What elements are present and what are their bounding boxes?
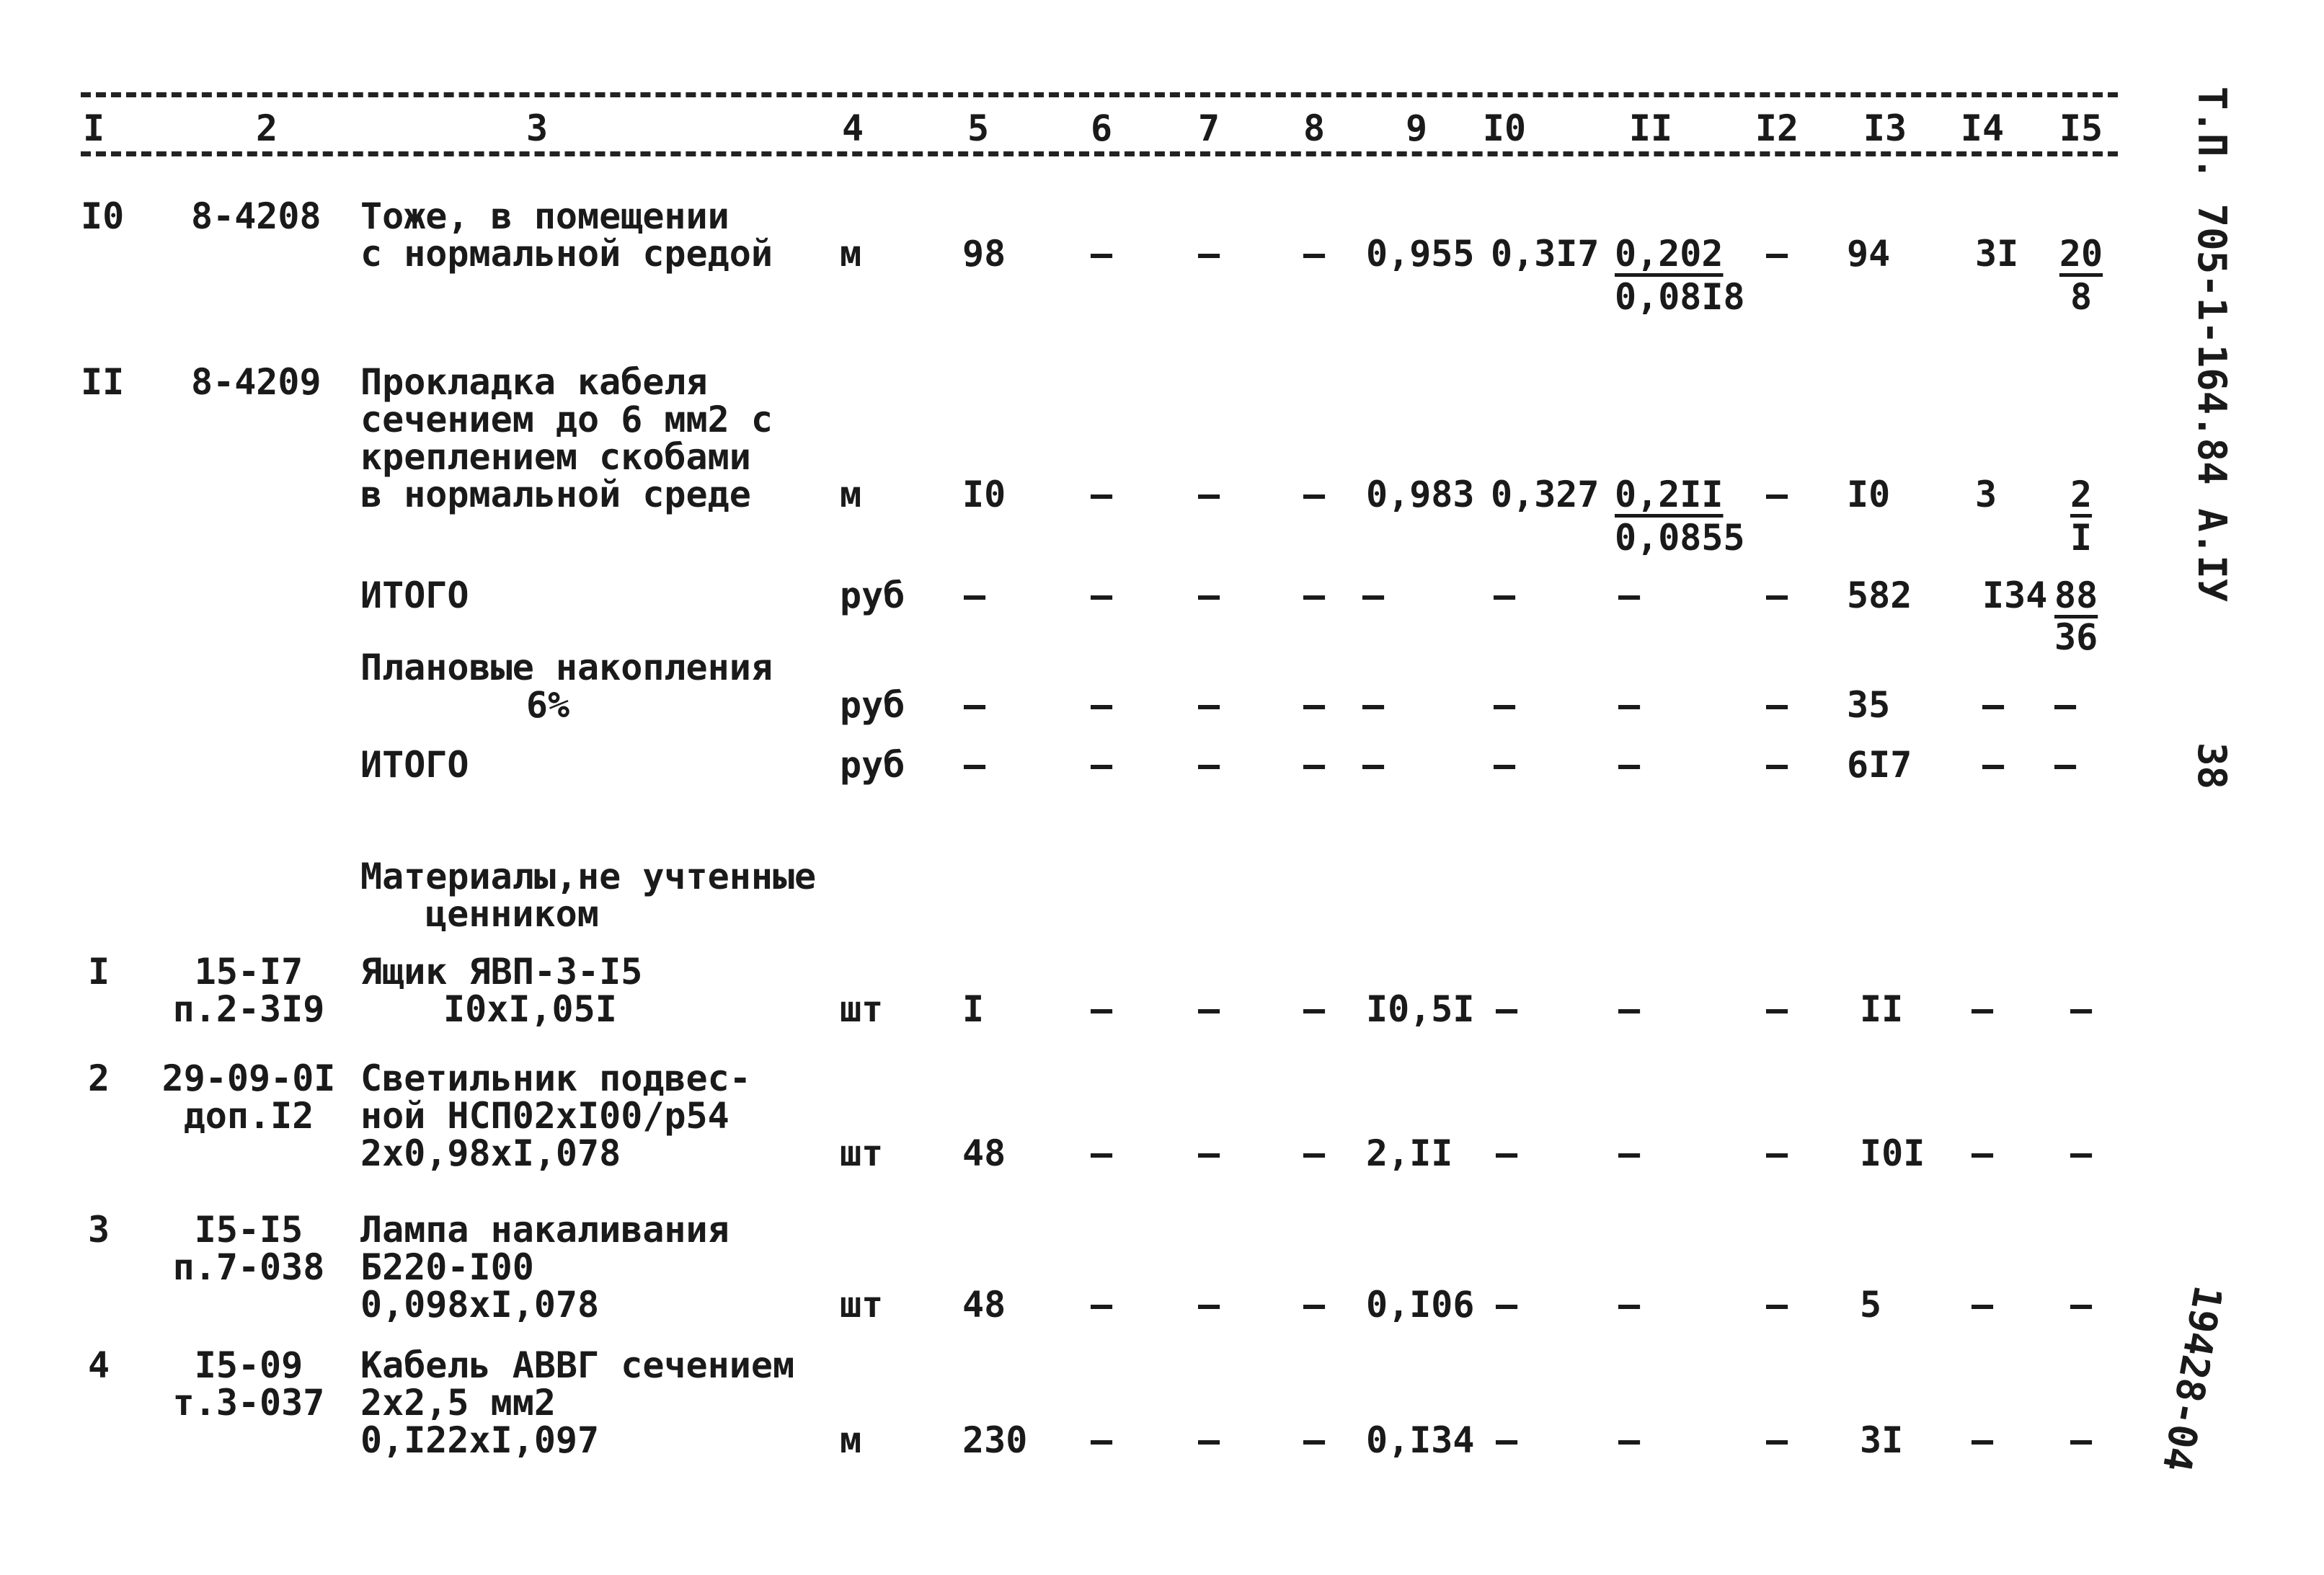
unit-cost: 0,955: [1366, 233, 1475, 275]
cell: –: [1618, 1419, 1641, 1461]
row-number: I: [88, 951, 110, 993]
cell: –: [2070, 1284, 2093, 1326]
column-header: 5: [967, 107, 990, 149]
column-header: 4: [841, 107, 864, 149]
quantity: 48: [962, 1284, 1006, 1326]
cell: –: [1090, 474, 1113, 515]
unit: м: [840, 474, 862, 515]
column-header: 2: [255, 107, 278, 149]
row-number: 2: [88, 1057, 110, 1099]
total-machine-wage: 36: [2054, 616, 2098, 658]
total-cost: 5: [1860, 1284, 1882, 1326]
total-wage: –: [1982, 744, 2005, 786]
price-code: I5-09: [194, 1344, 303, 1386]
machine-wage: 0,08I8: [1615, 276, 1745, 318]
cell: –: [1765, 1132, 1788, 1174]
column-header: 3: [525, 107, 549, 149]
cell: –: [963, 574, 986, 616]
cell: –: [1362, 744, 1385, 786]
unit-price: 2,II: [1366, 1132, 1453, 1174]
material-name: Кабель АВВГ сечением: [360, 1344, 795, 1386]
page-number: 38: [2189, 742, 2235, 790]
cell: –: [1765, 1284, 1788, 1326]
cell: –: [1197, 1132, 1220, 1174]
cell: –: [1493, 684, 1516, 726]
cell: –: [1765, 233, 1788, 275]
materials-heading: ценником: [425, 893, 599, 935]
norm-code: 8-4209: [191, 361, 321, 403]
unit-cost: 0,983: [1366, 474, 1475, 515]
row-number: I0: [81, 195, 125, 237]
quantity: I: [962, 988, 985, 1030]
row-number: II: [81, 361, 125, 403]
materials-heading: Материалы,не учтенные: [360, 856, 817, 897]
total-machine-wage: 8: [2070, 276, 2093, 318]
unit-price: 0,I34: [1366, 1419, 1475, 1461]
cell: –: [1197, 1284, 1220, 1326]
cell: –: [1303, 233, 1326, 275]
total-cost: 35: [1847, 684, 1891, 726]
cell: –: [1090, 744, 1113, 786]
totals-label: ИТОГО: [360, 744, 469, 786]
column-header: I3: [1863, 107, 1907, 149]
unit: руб: [840, 744, 905, 786]
cell: –: [1090, 1132, 1113, 1174]
quantity: 230: [962, 1419, 1028, 1461]
cell: –: [1303, 684, 1326, 726]
cell: –: [1090, 233, 1113, 275]
total-cost: 94: [1847, 233, 1891, 275]
totals-label: 6%: [525, 684, 570, 726]
material-name: 2х2,5 мм2: [360, 1382, 556, 1424]
cell: –: [1303, 474, 1326, 515]
cell: –: [1303, 744, 1326, 786]
total-cost: 582: [1847, 574, 1912, 616]
total-machine: 2: [2070, 474, 2093, 515]
cell: –: [1765, 474, 1788, 515]
total-wage: I34: [1982, 574, 2048, 616]
wage-cost: 0,3I7: [1491, 233, 1600, 275]
material-name: Б220-I00: [360, 1246, 534, 1288]
row-number: 3: [88, 1209, 110, 1251]
cell: –: [1197, 1419, 1220, 1461]
unit-price: I0,5I: [1366, 988, 1475, 1030]
cell: –: [1971, 1132, 1994, 1174]
column-header: 8: [1303, 107, 1326, 149]
cell: –: [1090, 1284, 1113, 1326]
total-machine-wage: I: [2070, 517, 2093, 559]
cell: –: [1765, 988, 1788, 1030]
material-name: Лампа накаливания: [360, 1209, 729, 1251]
cell: –: [1197, 988, 1220, 1030]
total-cost: I0I: [1860, 1132, 1925, 1174]
cell: –: [1197, 684, 1220, 726]
cell: –: [1971, 1419, 1994, 1461]
cell: –: [1618, 574, 1641, 616]
price-code: т.3-037: [172, 1382, 325, 1424]
table-rule: [81, 92, 2118, 97]
row-number: 4: [88, 1344, 110, 1386]
total-wage: –: [1982, 684, 2005, 726]
column-header: I2: [1755, 107, 1799, 149]
cell: –: [1303, 988, 1326, 1030]
material-name: Ящик ЯВП-3-I5: [360, 951, 643, 993]
total-wage: 3I: [1975, 233, 2019, 275]
unit: м: [840, 233, 862, 275]
total-machine: –: [2054, 684, 2077, 726]
work-name: сечением до 6 мм2 с: [360, 399, 773, 440]
unit: руб: [840, 574, 905, 616]
total-cost: 3I: [1860, 1419, 1904, 1461]
cell: –: [1765, 744, 1788, 786]
price-code: п.7-038: [172, 1246, 325, 1288]
cell: –: [1971, 1284, 1994, 1326]
total-wage: 3: [1975, 474, 1997, 515]
cell: –: [1618, 1284, 1641, 1326]
column-header: 6: [1090, 107, 1113, 149]
cell: –: [1197, 574, 1220, 616]
machine-cost: 0,202: [1615, 233, 1724, 275]
cell: –: [1197, 233, 1220, 275]
norm-code: 8-4208: [191, 195, 321, 237]
total-cost: 6I7: [1847, 744, 1912, 786]
material-name: 0,I22хI,097: [360, 1419, 600, 1461]
cell: –: [1197, 474, 1220, 515]
unit: шт: [840, 988, 884, 1030]
document-code: Т.П. 705-1-164.84 А.IУ: [2189, 86, 2235, 603]
price-code: доп.I2: [183, 1095, 314, 1137]
cell: –: [1303, 1419, 1326, 1461]
cell: –: [1197, 744, 1220, 786]
cell: –: [963, 744, 986, 786]
cell: –: [1765, 1419, 1788, 1461]
cell: –: [1618, 1132, 1641, 1174]
cell: –: [1303, 1284, 1326, 1326]
unit: руб: [840, 684, 905, 726]
cell: –: [1493, 744, 1516, 786]
cell: –: [1090, 1419, 1113, 1461]
material-name: 2х0,98хI,078: [360, 1132, 621, 1174]
cell: –: [1618, 988, 1641, 1030]
cell: –: [1090, 684, 1113, 726]
price-code: п.2-3I9: [172, 988, 325, 1030]
unit: м: [840, 1419, 862, 1461]
cell: –: [1362, 574, 1385, 616]
cell: –: [2070, 988, 2093, 1030]
totals-label: Плановые накопления: [360, 647, 773, 688]
inventory-number: 19428-04: [2153, 1282, 2231, 1476]
machine-wage: 0,0855: [1615, 517, 1745, 559]
price-code: 15-I7: [194, 951, 303, 993]
cell: –: [1303, 1132, 1326, 1174]
price-code: 29-09-0I: [161, 1057, 336, 1099]
material-name: I0xI,05I: [443, 988, 617, 1030]
work-name: в нормальной среде: [360, 474, 751, 515]
unit-price: 0,I06: [1366, 1284, 1475, 1326]
quantity: I0: [962, 474, 1006, 515]
work-name: Тоже, в помещении: [360, 195, 729, 237]
totals-label: ИТОГО: [360, 574, 469, 616]
work-name: с нормальной средой: [360, 233, 773, 275]
total-cost: II: [1860, 988, 1904, 1030]
column-header: II: [1628, 107, 1673, 149]
material-name: 0,098хI,078: [360, 1284, 600, 1326]
cell: –: [1618, 684, 1641, 726]
machine-cost: 0,2II: [1615, 474, 1724, 515]
total-cost: I0: [1847, 474, 1891, 515]
cell: –: [1495, 988, 1518, 1030]
cell: –: [1493, 574, 1516, 616]
cell: –: [2070, 1419, 2093, 1461]
column-header: I: [82, 107, 105, 149]
column-header: 9: [1405, 107, 1428, 149]
table-rule: [81, 151, 2118, 156]
cell: –: [1090, 574, 1113, 616]
quantity: 98: [962, 233, 1006, 275]
material-name: ной НСП02хI00/р54: [360, 1095, 729, 1137]
unit: шт: [840, 1284, 884, 1326]
total-machine: 20: [2059, 233, 2103, 275]
cell: –: [1362, 684, 1385, 726]
work-name: креплением скобами: [360, 436, 751, 478]
wage-cost: 0,327: [1491, 474, 1600, 515]
cell: –: [963, 684, 986, 726]
material-name: Светильник подвес-: [360, 1057, 751, 1099]
total-machine: –: [2054, 744, 2077, 786]
cell: –: [1618, 744, 1641, 786]
quantity: 48: [962, 1132, 1006, 1174]
price-code: I5-I5: [194, 1209, 303, 1251]
cell: –: [2070, 1132, 2093, 1174]
cell: –: [1303, 574, 1326, 616]
work-name: Прокладка кабеля: [360, 361, 708, 403]
cell: –: [1765, 574, 1788, 616]
column-header: 7: [1197, 107, 1220, 149]
cell: –: [1090, 988, 1113, 1030]
cell: –: [1495, 1419, 1518, 1461]
unit: шт: [840, 1132, 884, 1174]
cell: –: [1971, 988, 1994, 1030]
cell: –: [1765, 684, 1788, 726]
column-header: I4: [1960, 107, 2005, 149]
cell: –: [1495, 1284, 1518, 1326]
column-header: I0: [1482, 107, 1527, 149]
total-machine: 88: [2054, 574, 2098, 616]
cell: –: [1495, 1132, 1518, 1174]
column-header: I5: [2059, 107, 2103, 149]
